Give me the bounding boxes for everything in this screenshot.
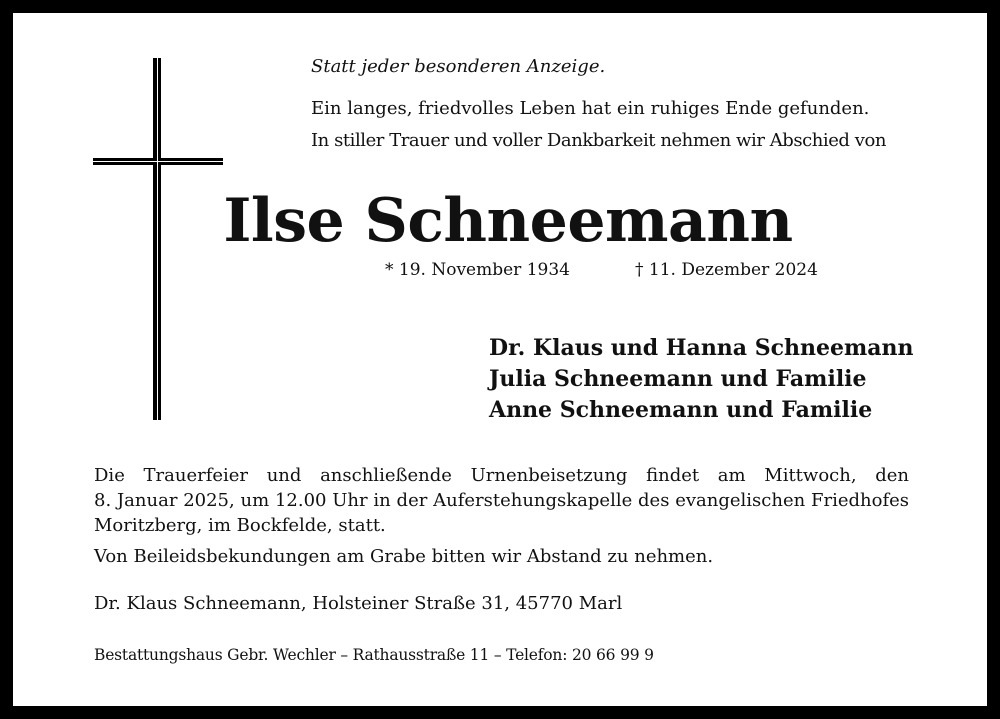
intro-text: Statt jeder besonderen Anzeige. [311, 56, 606, 77]
intro-line-2: In stiller Trauer und voller Dankbarkeit nehmen wir Abschied von [311, 130, 887, 151]
deceased-name: Ilse Schneemann [223, 186, 793, 256]
funeral-home-footer: Bestattungshaus Gebr. Wechler – Rathausstraße 11 – Telefon: 20 66 99 9 [94, 646, 654, 664]
mourner-1: Dr. Klaus und Hanna Schneemann [489, 335, 914, 361]
mourner-3: Anne Schneemann und Familie [489, 397, 873, 423]
mourners-list [489, 333, 914, 426]
intro-line-1: Ein langes, friedvolles Leben hat ein ruhiges Ende gefunden. [311, 98, 870, 119]
condolences-text: Von Beileidsbekundungen am Grabe bitten wir Abstand zu nehmen. [94, 546, 714, 567]
birth-date: * 19. November 1934 [385, 260, 570, 280]
ceremony-paragraph [94, 463, 909, 538]
contact-address: Dr. Klaus Schneemann, Holsteiner Straße 31, 45770 Marl [94, 593, 623, 614]
death-date: † 11. Dezember 2024 [635, 260, 818, 280]
ceremony-line-1: Die Trauerfeier und anschließende Urnenbeisetzung findet am Mittwoch, den [94, 465, 909, 486]
mourner-2: Julia Schneemann und Familie [489, 366, 867, 392]
ceremony-line-3: Moritzberg, im Bockfelde, statt. [94, 515, 386, 536]
ceremony-line-2: 8. Januar 2025, um 12.00 Uhr in der Auferstehungskapelle des evangelischen Friedhofes [94, 490, 909, 511]
